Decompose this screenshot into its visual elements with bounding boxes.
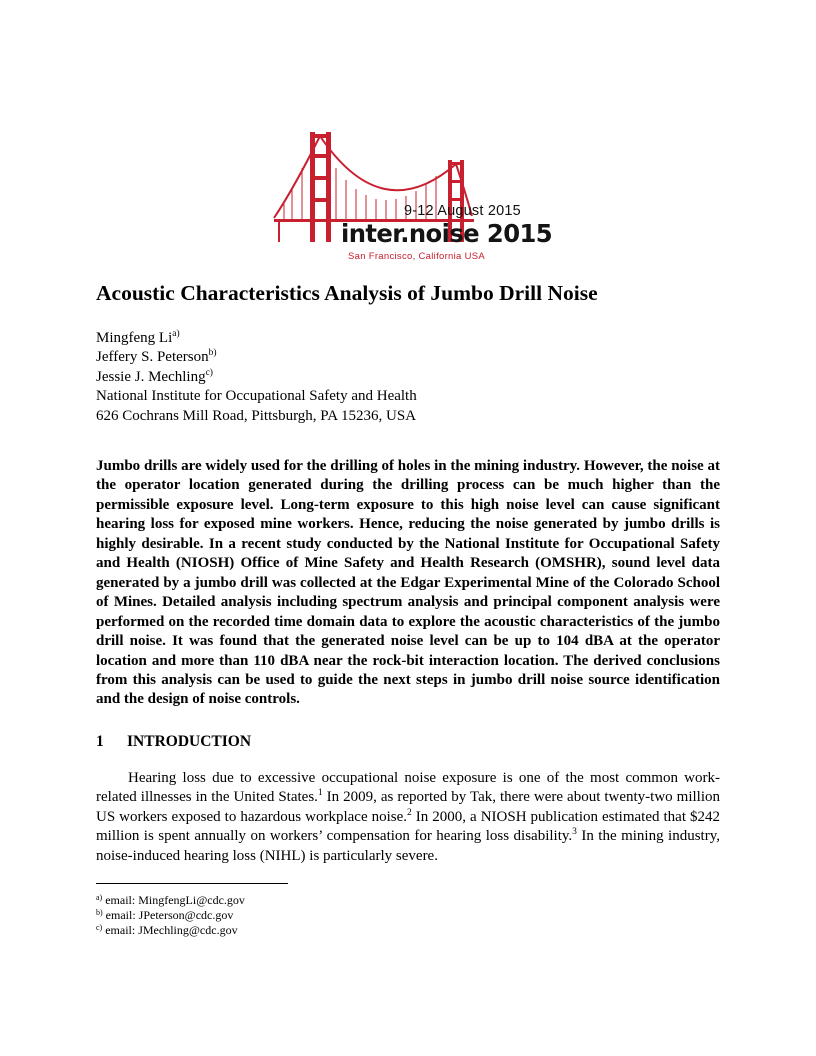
intro-text: In the mining industry, noise-induced hearing loss (NIHL) is particularly severe. xyxy=(96,828,720,864)
conference-location: San Francisco, California USA xyxy=(348,251,486,262)
citation-ref: 3 xyxy=(572,827,577,838)
affiliation: National Institute for Occupational Safety and Health xyxy=(96,388,417,405)
citation-ref: 2 xyxy=(407,807,412,818)
author-name: Jessie J. Mechling xyxy=(96,368,206,385)
author-1 xyxy=(96,329,417,348)
intro-paragraph xyxy=(96,769,720,866)
author-mark: b) xyxy=(208,348,217,359)
conference-logo xyxy=(272,128,552,268)
intro-text: In 2009, as reported by Tak, there were about twenty-two million US workers exposed to hazardous workplace noise. xyxy=(96,789,720,825)
footnotes xyxy=(96,893,245,939)
footnote-mark: a) xyxy=(96,893,103,902)
footnote-divider xyxy=(96,883,288,884)
footnote-email: email: JMechling@cdc.gov xyxy=(102,923,238,938)
intro-text: In 2000, a NIOSH publication estimated that $242 million is spent annually on workers’ compensation for hearing loss disability. xyxy=(96,808,721,845)
citation-ref: 1 xyxy=(317,788,323,799)
intro-text: Hearing loss due to excessive occupational noise exposure is one of the most common work-related illnesses in the United States. xyxy=(96,770,720,806)
author-2 xyxy=(96,348,417,367)
address: 626 Cochrans Mill Road, Pittsburgh, PA 15236, USA xyxy=(96,407,417,424)
footnote xyxy=(96,893,245,908)
paper-title: Acoustic Characteristics Analysis of Jumbo Drill Noise xyxy=(96,281,598,305)
footnote-email: email: MingfengLi@cdc.gov xyxy=(102,893,245,907)
section-number: 1 xyxy=(96,733,104,750)
section-title: INTRODUCTION xyxy=(127,733,252,750)
conference-dates: 9-12 August 2015 xyxy=(404,203,521,219)
conference-name: inter.noise 2015 xyxy=(341,219,553,248)
author-block xyxy=(96,329,417,426)
footnote xyxy=(96,923,245,938)
author-3 xyxy=(96,368,417,387)
abstract: Jumbo drills are widely used for the drilling of holes in the mining industry. However, the noise at the operator location generated during the drilling process can be much higher than the permissible exposure level. Long-term exposure to this high noise level can cause significant hearing loss for exposed mine workers. Hence, reducing the noise generated by jumbo drills is highly desirable. In a recent study conducted by the National Institute for Occupational Safety and Health (NIOSH) Office of Mine Safety and Health Research (OMSHR), sound level data generated by a jumbo drill was collected at the Edgar Experimental Mine of the Colorado School of Mines. Detailed analysis including spectrum analysis and principal component analysis were performed on the recorded time domain data to explore the acoustic characteristics of the jumbo drill noise. It was found that the generated noise level can be up to 104 dBA at the operator location and more than 110 dBA near the rock-bit interaction location. The derived conclusions from this analysis can be used to guide the next steps in jumbo drill noise source identification and the design of noise controls. xyxy=(96,458,720,708)
footnote-mark: c) xyxy=(96,923,103,933)
footnote xyxy=(96,908,245,923)
section-heading xyxy=(96,733,251,751)
footnote-mark: b) xyxy=(96,908,103,918)
author-mark: a) xyxy=(172,329,180,339)
author-name: Jeffery S. Peterson xyxy=(96,349,209,366)
footnote-email: email: JPeterson@cdc.gov xyxy=(102,908,234,923)
author-name: Mingfeng Li xyxy=(96,330,173,346)
author-mark: c) xyxy=(205,367,213,378)
